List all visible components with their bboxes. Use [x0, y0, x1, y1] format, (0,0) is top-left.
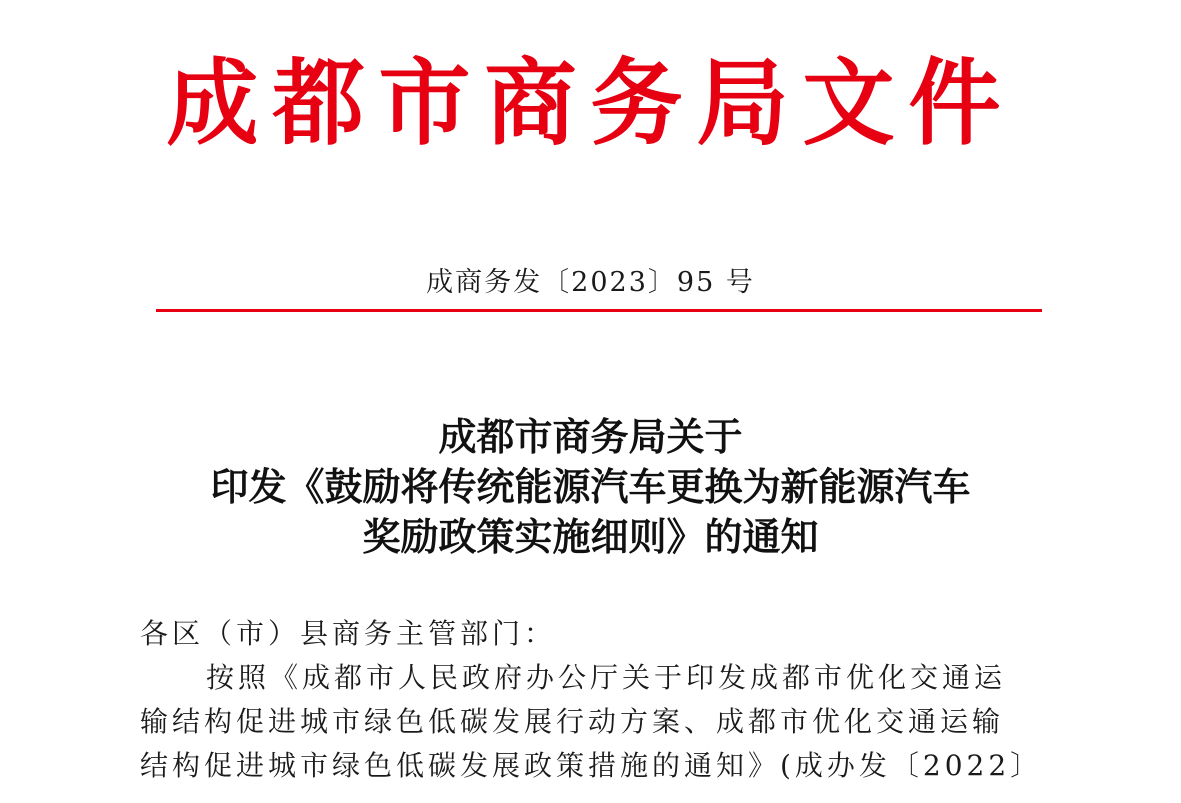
- body-line-3: 结构促进城市绿色低碳发展政策措施的通知》(成办发〔2022〕: [140, 749, 1043, 782]
- title-line-1: 成都市商务局关于: [438, 414, 743, 459]
- document-body: [140, 612, 1060, 788]
- document-number: 成商务发〔2023〕95 号: [426, 267, 755, 298]
- salutation: 各区（市）县商务主管部门：: [140, 617, 557, 650]
- body-line-1: 按照《成都市人民政府办公厅关于印发成都市优化交通运: [206, 661, 1007, 694]
- document-title: [0, 412, 1181, 562]
- masthead-title: 成都市商务局文件: [166, 47, 1015, 159]
- title-line-2: 印发《鼓励将传统能源汽车更换为新能源汽车: [210, 464, 971, 509]
- body-line-2: 输结构促进城市绿色低碳发展行动方案、成都市优化交通运输: [140, 705, 1005, 738]
- red-divider-line: [156, 309, 1042, 312]
- title-line-3: 奖励政策实施细则》的通知: [362, 514, 819, 559]
